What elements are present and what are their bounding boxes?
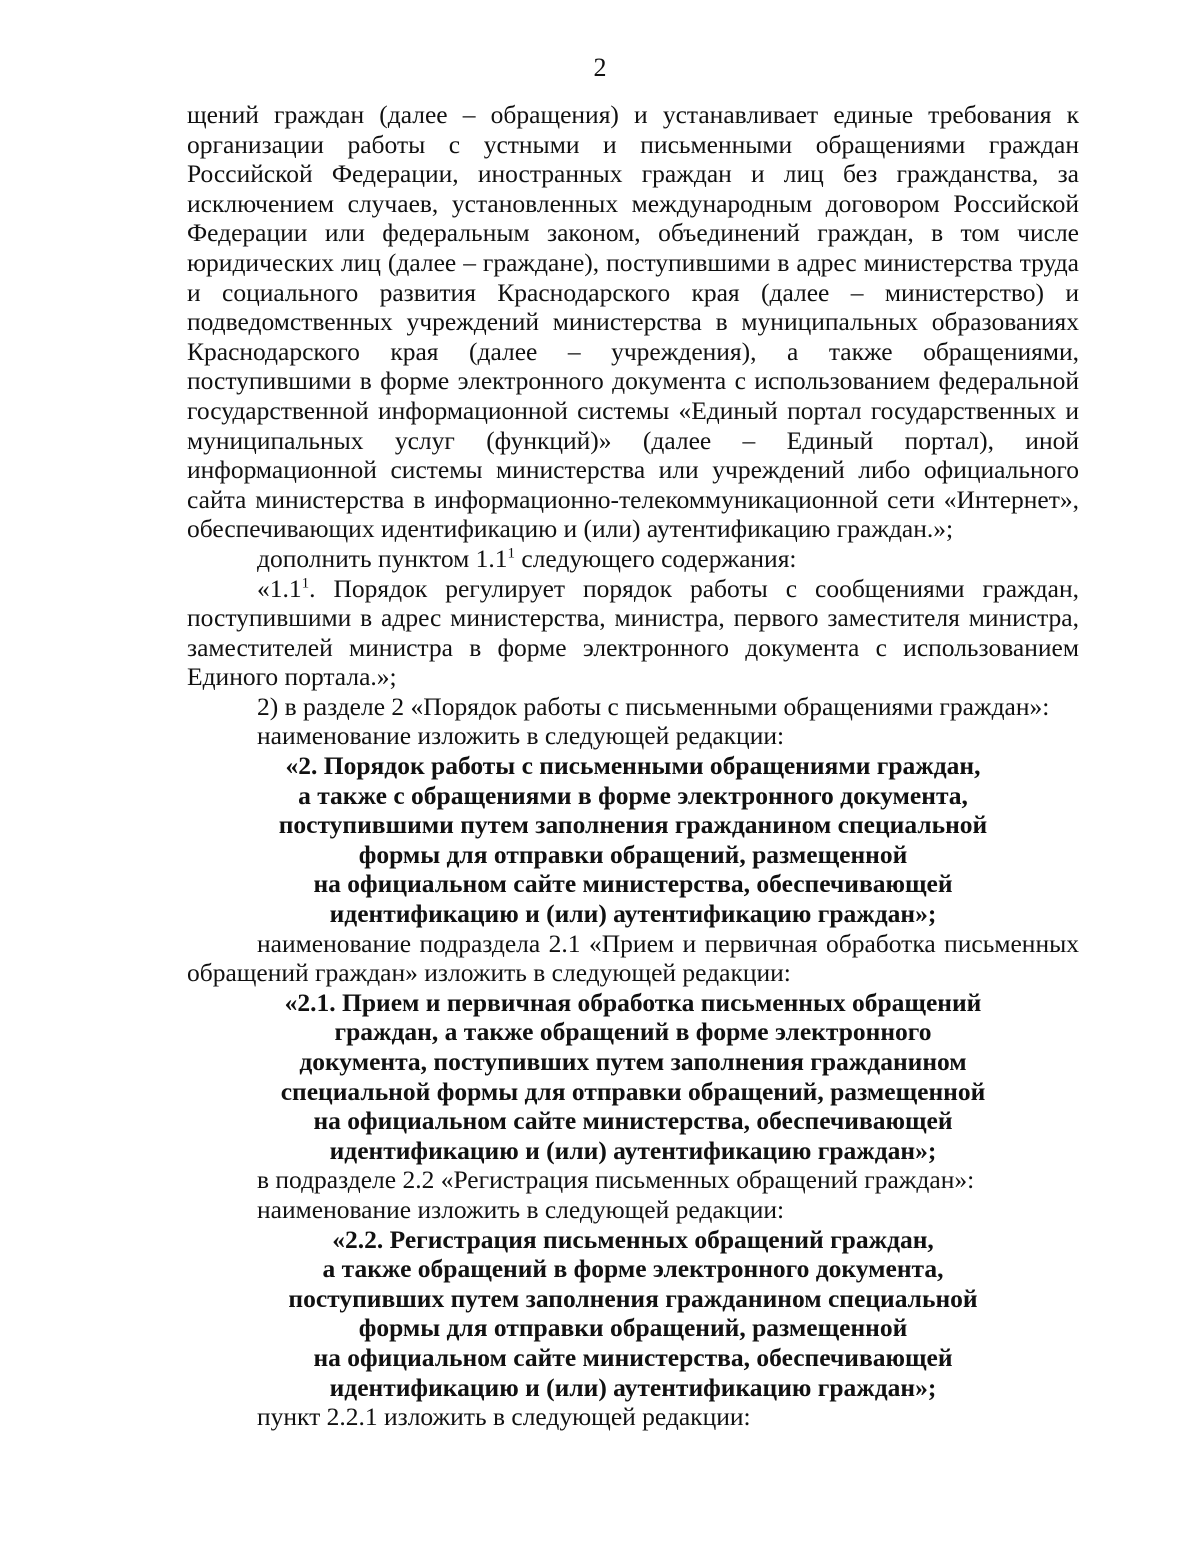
heading-subsection-2-1	[187, 988, 1079, 1166]
paragraph-name-instruction-1: наименование изложить в следующей редакции:	[257, 721, 785, 751]
paragraph-point-2-2-1: пункт 2.2.1 изложить в следующей редакции:	[257, 1402, 751, 1432]
paragraph-name-instruction-2: наименование изложить в следующей редакции:	[257, 1194, 785, 1224]
heading-line: поступившими путем заполнения гражданином специальной	[278, 810, 988, 840]
heading-line: идентификацию и (или) аутентификацию граждан»;	[329, 1135, 937, 1165]
paragraph-1-1-1-text: . Порядок регулирует порядок работы с сообщениями граждан, поступившими в адрес министерства, министра, первого заместителя министра, заместителей министра в форме электронного документа с использованием Единого портала.»;	[187, 573, 1079, 692]
heading-line: формы для отправки обращений, размещенной	[358, 1313, 908, 1343]
heading-line: «2. Порядок работы с письменными обращениями граждан,	[285, 751, 981, 781]
heading-line: «2.1. Прием и первичная обработка письменных обращений	[284, 987, 982, 1017]
superscript: 1	[507, 545, 516, 562]
paragraph-add-point-tail: следующего содержания:	[515, 543, 797, 573]
heading-line: идентификацию и (или) аутентификацию граждан»;	[329, 1372, 937, 1402]
paragraph-subsection-2-1: наименование подраздела 2.1 «Прием и первичная обработка письменных обращений граждан» изложить в следующей редакции:	[187, 928, 1079, 988]
page-number: 2	[593, 53, 607, 82]
heading-line: а также с обращениями в форме электронного документа,	[298, 780, 968, 810]
heading-section-2	[187, 751, 1079, 929]
heading-line: формы для отправки обращений, размещенной	[358, 839, 908, 869]
paragraph-intro: щений граждан (далее – обращения) и устанавливает единые требования к организации работы с устными и письменными обращениями граждан Российской Федерации, иностранных граждан и лиц без гражданства, за исключением случаев, установленных международным договором Российской Федерации или федеральным законом, объединений граждан, в том числе юридических лиц (далее – граждане), поступившими в адрес министерства труда и социального развития Краснодарского края (далее – министерство) и подведомственных учреждений министерства в муниципальных образованиях Краснодарского края (далее – учреждения), а также обращениями, поступившими в форме электронного документа с использованием федеральной государственной информационной системы «Единый портал государственных и муниципальных услуг (функций)» (далее – Единый портал), иной информационной системы министерства или учреждений либо официального сайта министерства в информационно-телекоммуникационной сети «Интернет», обеспечивающих идентификацию и (или) аутентификацию граждан.»;	[187, 100, 1079, 544]
document-body	[187, 100, 1079, 1432]
heading-line: на официальном сайте министерства, обеспечивающей	[313, 1342, 953, 1372]
heading-subsection-2-2	[187, 1225, 1079, 1403]
paragraph-1-1-1-number: «1.1	[257, 573, 302, 603]
heading-line: «2.2. Регистрация письменных обращений граждан,	[332, 1224, 934, 1254]
heading-line: специальной формы для отправки обращений, размещенной	[280, 1076, 986, 1106]
paragraph-subsection-2-2: в подразделе 2.2 «Регистрация письменных обращений граждан»:	[257, 1165, 975, 1195]
superscript: 1	[301, 575, 310, 591]
paragraph-section-2: 2) в разделе 2 «Порядок работы с письменными обращениями граждан»:	[257, 691, 1050, 721]
heading-line: документа, поступивших путем заполнения гражданином	[299, 1047, 967, 1076]
paragraph-add-point-text: дополнить пунктом 1.1	[257, 543, 508, 573]
paragraph-1-1-1	[187, 574, 1079, 692]
heading-line: идентификацию и (или) аутентификацию граждан»;	[329, 899, 937, 929]
heading-line: граждан, а также обращений в форме электронного	[334, 1017, 932, 1047]
heading-line: на официальном сайте министерства, обеспечивающей	[313, 1106, 953, 1136]
heading-line: на официальном сайте министерства, обеспечивающей	[313, 869, 953, 899]
heading-line: а также обращений в форме электронного документа,	[322, 1254, 944, 1284]
heading-line: поступивших путем заполнения гражданином специальной	[288, 1283, 978, 1313]
paragraph-add-point	[187, 544, 1079, 574]
